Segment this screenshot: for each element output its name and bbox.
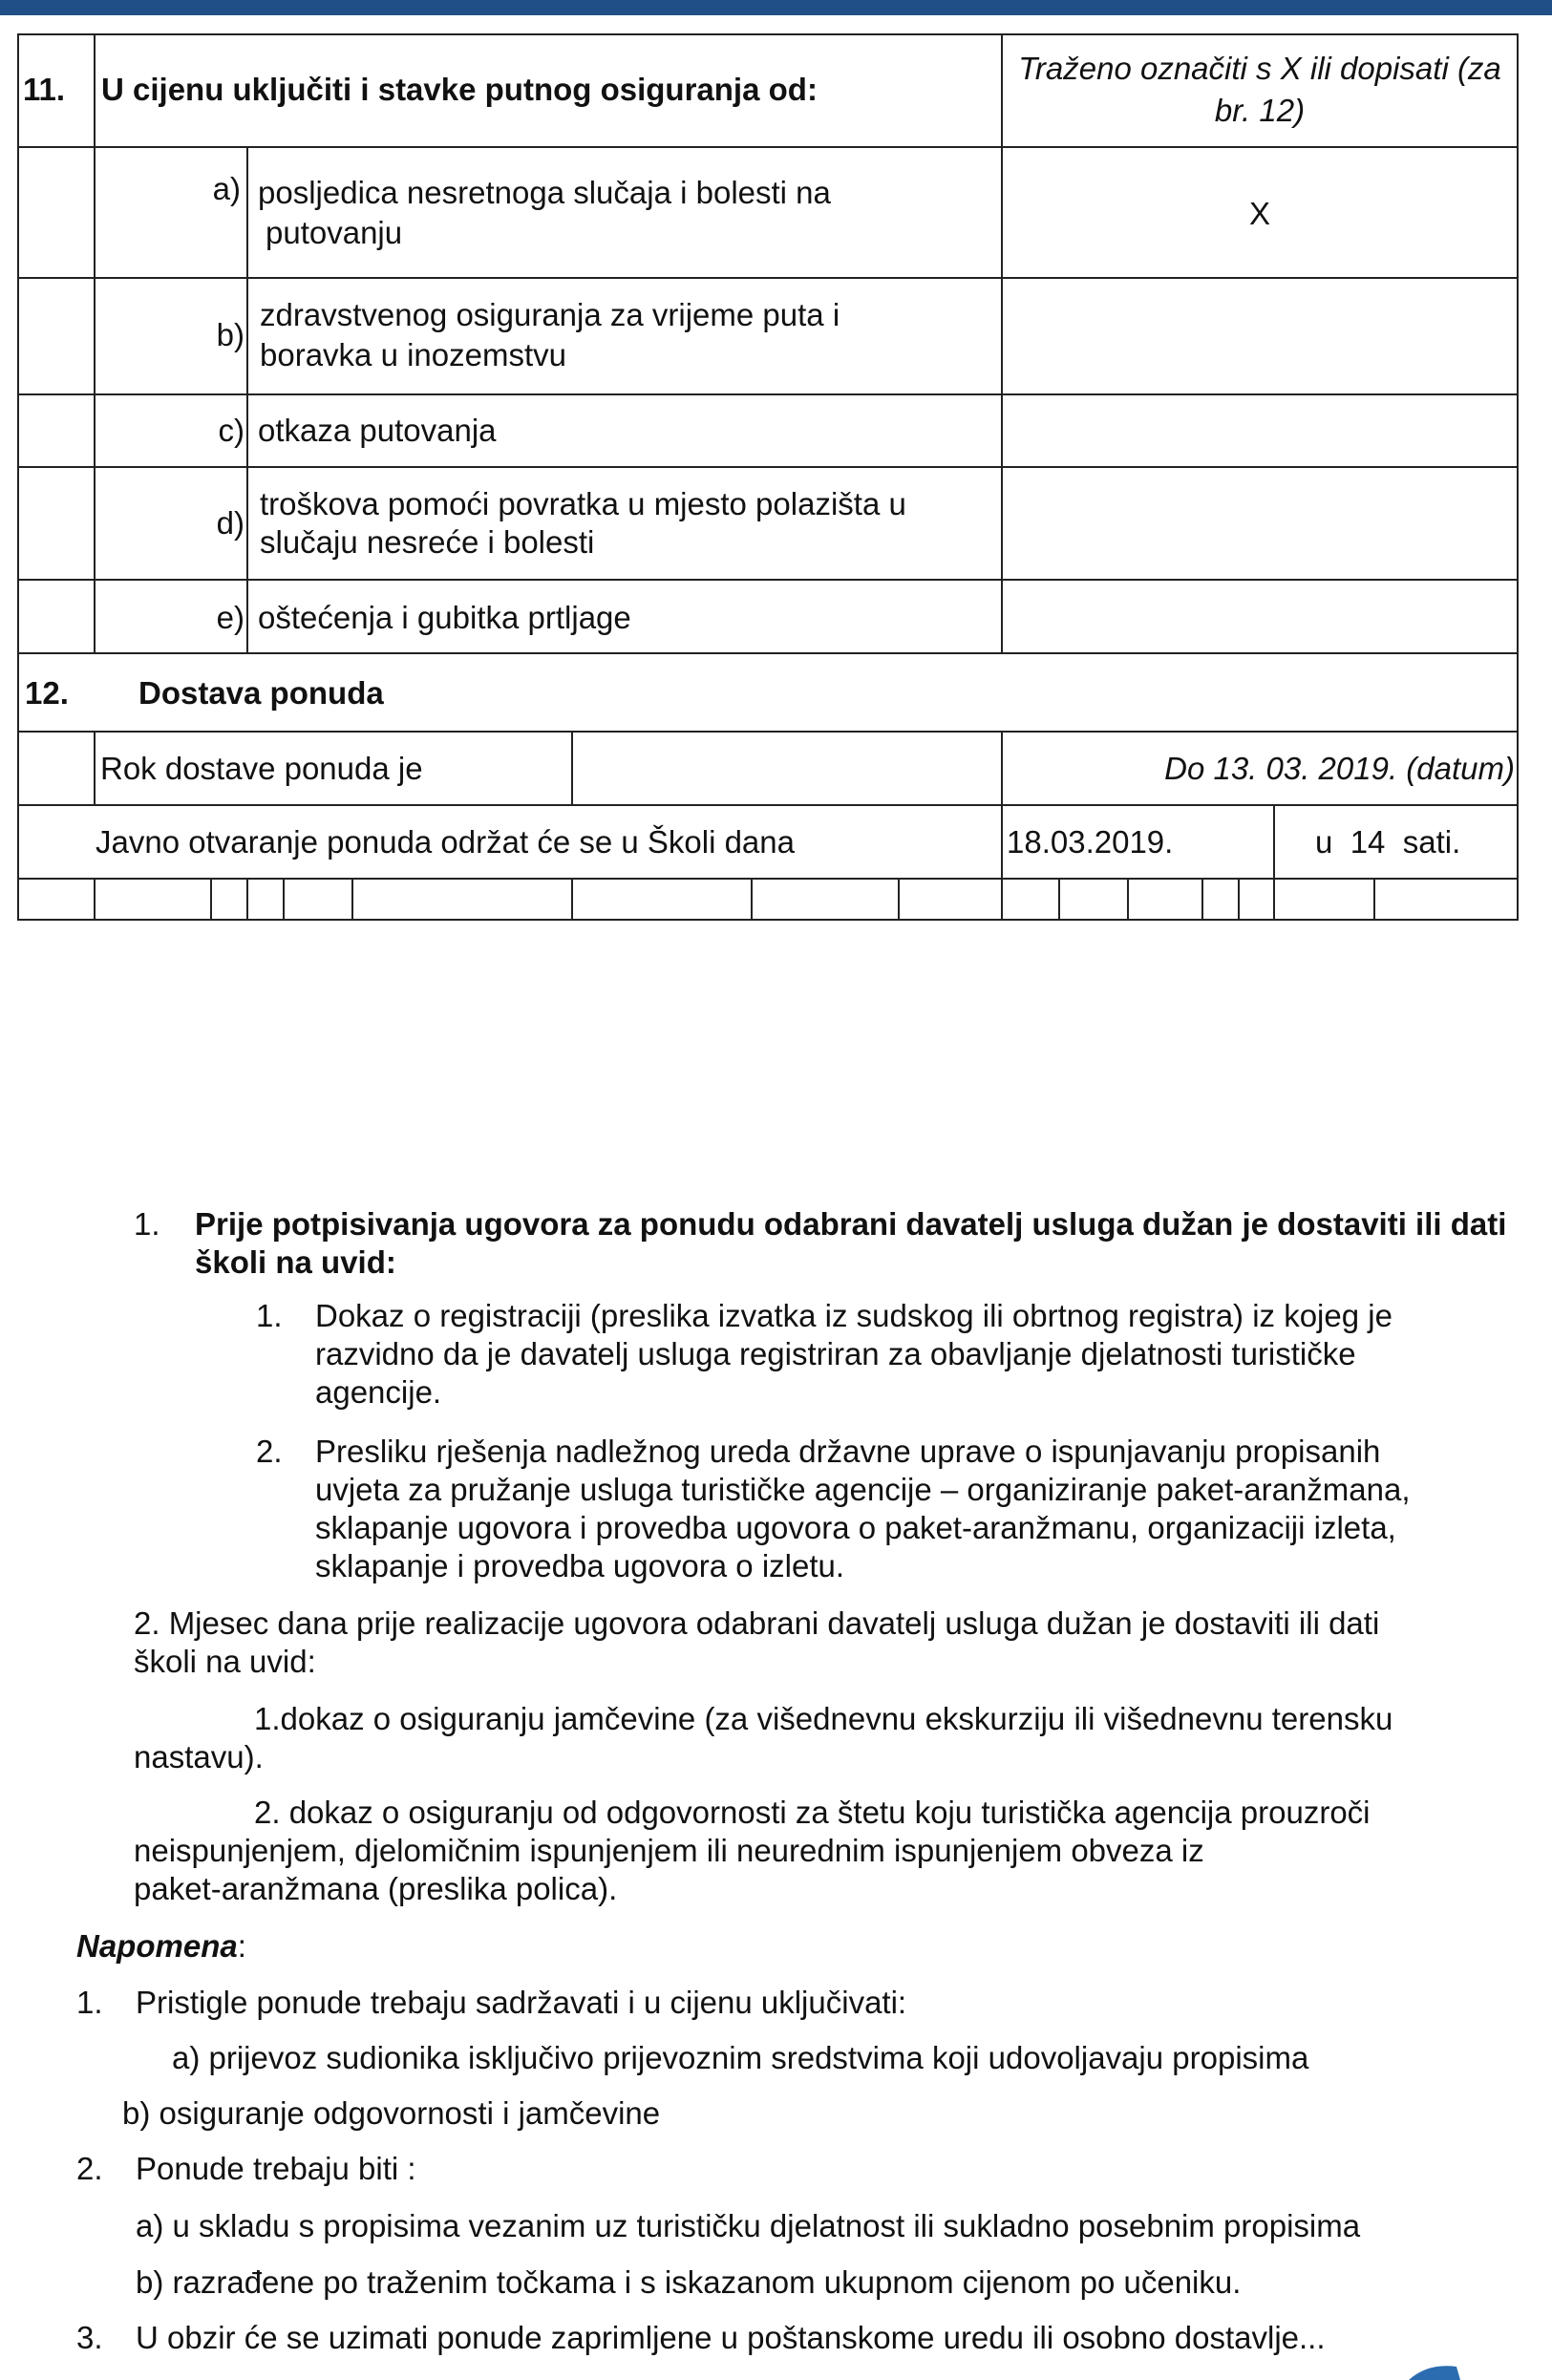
- note-text: Pristigle ponude trebaju sadržavati i u cijenu uključivati:: [136, 1985, 907, 2020]
- selection-mark: X: [1248, 196, 1270, 231]
- section-2-item: paket-aranžmana (preslika polica).: [134, 1871, 618, 1906]
- row-heading: U cijenu uključiti i stavke putnog osiguranja od:: [101, 72, 818, 107]
- table-rule: [1373, 878, 1375, 921]
- item-letter: c): [218, 413, 244, 448]
- table-rule: [17, 731, 1519, 733]
- list-number: 2.: [76, 2151, 103, 2186]
- item-letter: d): [216, 505, 244, 541]
- table-rule: [246, 146, 248, 654]
- table-rule: [1001, 878, 1003, 921]
- table-rule: [17, 393, 1519, 395]
- table-rule: [94, 878, 96, 921]
- table-rule: [351, 878, 353, 921]
- item-text: zdravstvenog osiguranja za vrijeme puta i: [260, 297, 840, 332]
- table-rule: [17, 804, 1519, 806]
- list-number: 1.: [76, 1985, 103, 2020]
- table-rule: [17, 466, 1519, 468]
- note-text: a) u skladu s propisima vezanim uz turističku djelatnost ili sukladno posebnim propisima: [136, 2208, 1361, 2243]
- list-number: 2.: [256, 1434, 283, 1469]
- note-text: a) prijevoz sudionika isključivo prijevoznim sredstvima koji udovoljavaju propisima: [172, 2040, 1309, 2075]
- note-heading-label: Napomena: [76, 1928, 238, 1964]
- deadline-value: Do 13. 03. 2019. (datum): [1164, 751, 1515, 786]
- list-item-text: Dokaz o registraciji (preslika izvatka iz sudskog ili obrtnog registra) iz kojeg je: [315, 1298, 1393, 1333]
- table-rule: [17, 33, 19, 921]
- list-item-text: agencije.: [315, 1374, 442, 1410]
- list-item-text: uvjeta za pružanje usluga turističke agencije – organiziranje paket-aranžmana,: [315, 1472, 1411, 1507]
- table-rule: [210, 878, 212, 921]
- table-rule: [17, 579, 1519, 581]
- page-curl-icon: [1399, 2361, 1466, 2380]
- note-text: b) razrađene po traženim točkama i s iskazanom ukupnom cijenom po učeniku.: [136, 2264, 1242, 2300]
- list-item-text: sklapanje ugovora i provedba ugovora o paket-aranžmanu, organizaciji izleta,: [315, 1510, 1396, 1545]
- item-text: troškova pomoći povratka u mjesto polazišta u: [260, 486, 906, 521]
- table-rule: [1273, 878, 1275, 921]
- table-rule: [17, 277, 1519, 279]
- list-item-text: razvidno da je davatelj usluga registriran za obavljanje djelatnosti turističke: [315, 1336, 1356, 1371]
- item-text: oštećenja i gubitka prtljage: [258, 600, 631, 635]
- table-rule: [1127, 878, 1129, 921]
- section-2-item: nastavu).: [134, 1739, 264, 1774]
- item-letter: a): [212, 171, 241, 206]
- opening-date: 18.03.2019.: [1007, 824, 1174, 860]
- list-item-text: sklapanje i provedba ugovora o izletu.: [315, 1548, 845, 1583]
- table-rule: [17, 33, 1519, 35]
- note-heading-colon: :: [237, 1928, 246, 1964]
- section-2-text: školi na uvid:: [134, 1644, 316, 1679]
- table-rule: [1058, 878, 1060, 921]
- table-rule: [1517, 33, 1519, 921]
- row-number: 11.: [23, 72, 66, 107]
- section-1-heading: školi na uvid:: [195, 1244, 396, 1280]
- table-rule: [1201, 878, 1203, 921]
- instruction-note: br. 12): [1214, 93, 1306, 128]
- table-rule: [898, 878, 900, 921]
- list-number: 1.: [134, 1206, 160, 1242]
- list-number: 3.: [76, 2320, 103, 2355]
- table-rule: [283, 878, 285, 921]
- note-text: Ponude trebaju biti :: [136, 2151, 416, 2186]
- offer-form-table: [0, 0, 1552, 936]
- item-text: putovanju: [266, 215, 403, 250]
- item-letter: b): [216, 317, 244, 352]
- section-1-heading: Prije potpisivanja ugovora za ponudu odabrani davatelj usluga dužan je dostaviti ili dati: [195, 1206, 1507, 1242]
- instruction-note: Traženo označiti s X ili dopisati (za: [1018, 51, 1501, 86]
- note-text: U obzir će se uzimati ponude zaprimljene u poštanskome uredu ili osobno dostavlje...: [136, 2320, 1326, 2355]
- section-2-item: 2. dokaz o osiguranju od odgovornosti za štetu koju turistička agencija prouzroči: [254, 1795, 1371, 1830]
- table-rule: [1001, 804, 1003, 880]
- note-heading: [76, 1927, 246, 1966]
- table-rule: [17, 919, 1519, 921]
- row-number: 12.: [25, 675, 69, 711]
- table-rule: [17, 146, 1519, 148]
- list-item-text: Presliku rješenja nadležnog ureda državne uprave o ispunjavanju propisanih: [315, 1434, 1381, 1469]
- list-number: 1.: [256, 1298, 283, 1333]
- table-rule: [1238, 878, 1240, 921]
- table-rule: [1273, 804, 1275, 880]
- row-heading: Dostava ponuda: [138, 675, 384, 711]
- opening-time: u 14 sati.: [1315, 824, 1461, 860]
- item-text: otkaza putovanja: [258, 413, 497, 448]
- opening-label: Javno otvaranje ponuda održat će se u Školi dana: [96, 824, 795, 860]
- table-rule: [94, 731, 96, 806]
- note-text: b) osiguranje odgovornosti i jamčevine: [122, 2095, 661, 2131]
- section-2-text: 2. Mjesec dana prije realizacije ugovora odabrani davatelj usluga dužan je dostaviti ili dati: [134, 1605, 1380, 1641]
- table-rule: [246, 878, 248, 921]
- table-rule: [17, 878, 1519, 880]
- item-text: slučaju nesreće i bolesti: [260, 524, 595, 560]
- table-rule: [571, 878, 573, 921]
- table-rule: [571, 731, 573, 806]
- item-letter: e): [216, 600, 244, 635]
- table-rule: [17, 652, 1519, 654]
- deadline-label: Rok dostave ponuda je: [100, 751, 423, 786]
- table-rule: [751, 878, 753, 921]
- section-2-item: neispunjenjem, djelomičnim ispunjenjem ili neurednim ispunjenjem obveza iz: [134, 1833, 1204, 1868]
- item-text: boravka u inozemstvu: [260, 337, 566, 372]
- item-text: posljedica nesretnoga slučaja i bolesti na: [258, 175, 831, 210]
- section-2-item: 1.dokaz o osiguranju jamčevine (za višednevnu ekskurziju ili višednevnu terensku: [254, 1701, 1393, 1736]
